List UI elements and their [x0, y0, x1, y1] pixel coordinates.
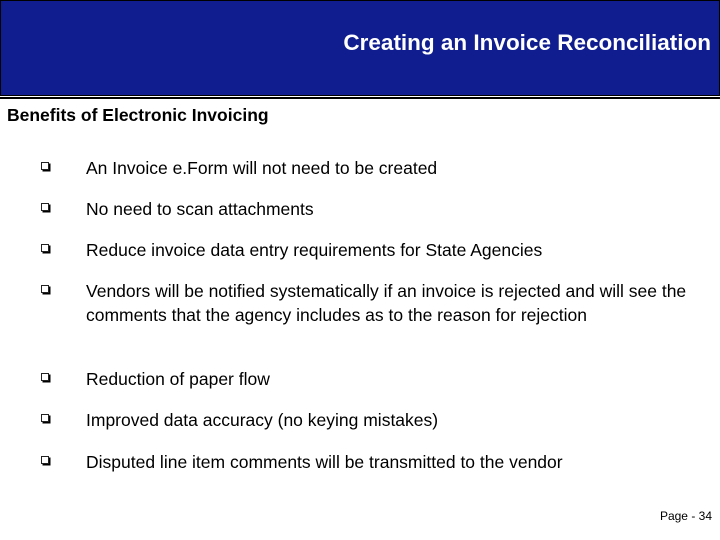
checkbox-bullet-icon	[41, 414, 49, 422]
list-item-text: An Invoice e.Form will not need to be created	[86, 158, 438, 178]
list-item-text: Vendors will be notified systematically if an invoice is rejected and will see the comments that the agency includes as to the reason for rejection	[86, 281, 687, 325]
checkbox-bullet-icon	[41, 285, 49, 293]
list-item-text: No need to scan attachments	[86, 199, 314, 219]
page-number: Page - 34	[659, 509, 712, 523]
list-item-text: Improved data accuracy (no keying mistakes)	[86, 410, 439, 430]
list-item-text: Reduce invoice data entry requirements for State Agencies	[86, 240, 543, 260]
section-heading: Benefits of Electronic Invoicing	[7, 105, 269, 125]
checkbox-bullet-icon	[41, 456, 49, 464]
list-item-text: Reduction of paper flow	[86, 369, 270, 389]
checkbox-bullet-icon	[41, 162, 49, 170]
checkbox-bullet-icon	[41, 373, 49, 381]
checkbox-bullet-icon	[41, 203, 49, 211]
checkbox-bullet-icon	[41, 244, 49, 252]
list-item-text: Disputed line item comments will be transmitted to the vendor	[86, 452, 563, 472]
slide-title: Creating an Invoice Reconciliation	[343, 30, 711, 55]
